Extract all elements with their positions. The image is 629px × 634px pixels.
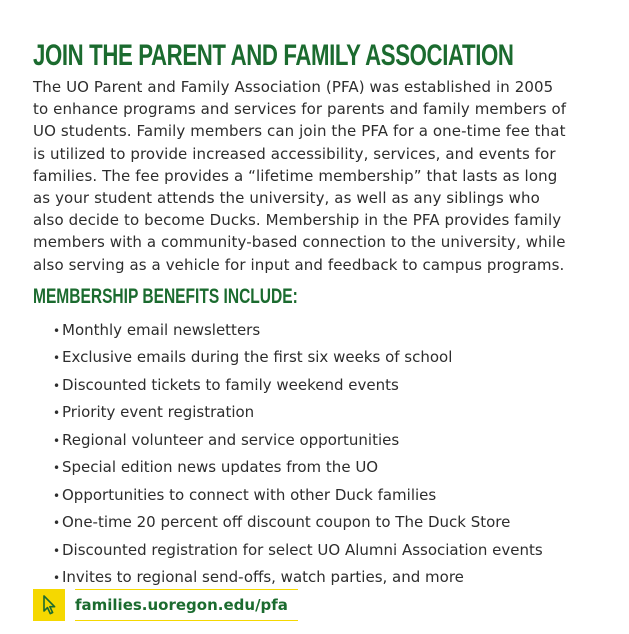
benefits-list — [53, 317, 593, 592]
bullet-icon: • — [53, 516, 61, 531]
benefit-text: Opportunities to connect with other Duck families — [62, 485, 437, 504]
benefit-text: Exclusive emails during the first six weeks of school — [62, 348, 453, 367]
intro-line: also serving as a vehicle for input and feedback to campus programs. — [33, 255, 565, 274]
bullet-icon: • — [53, 406, 61, 421]
list-item — [53, 399, 593, 427]
intro-line: UO students. Family members can join the PFA for a one-time fee that — [33, 122, 566, 141]
list-item — [53, 564, 593, 592]
list-item — [53, 509, 593, 537]
intro-line: members with a community-based connection to the university, while — [33, 233, 566, 252]
benefit-text: Special edition news updates from the UO — [62, 458, 379, 477]
intro-line: to enhance programs and services for parents and family members of — [33, 100, 567, 119]
bullet-icon: • — [53, 433, 61, 448]
benefit-text: Invites to regional send-offs, watch parties, and more — [62, 568, 464, 587]
benefit-text: Priority event registration — [62, 403, 255, 422]
pfa-section — [33, 40, 593, 592]
website-link[interactable]: families.uoregon.edu/pfa — [75, 596, 288, 614]
list-item — [53, 427, 593, 455]
list-item — [53, 317, 593, 345]
bullet-icon: • — [53, 378, 61, 393]
intro-paragraph — [33, 76, 593, 276]
bullet-icon: • — [53, 488, 61, 503]
list-item — [53, 537, 593, 565]
bullet-icon: • — [53, 543, 61, 558]
cursor-icon-box — [33, 589, 65, 621]
benefit-text: Regional volunteer and service opportunities — [62, 430, 400, 449]
page-title: JOIN THE PARENT AND FAMILY ASSOCIATION — [33, 39, 514, 72]
benefit-text: One-time 20 percent off discount coupon to The Duck Store — [62, 513, 511, 532]
list-item — [53, 482, 593, 510]
bullet-icon: • — [53, 461, 61, 476]
cursor-icon — [41, 595, 57, 615]
website-link-bar[interactable] — [33, 589, 298, 621]
benefit-text: Discounted registration for select UO Alumni Association events — [62, 540, 543, 559]
intro-line: also decide to become Ducks. Membership in the PFA provides family — [33, 211, 562, 230]
intro-line: The UO Parent and Family Association (PFA) was established in 2005 — [33, 78, 554, 96]
bullet-icon: • — [53, 323, 61, 338]
list-item — [53, 454, 593, 482]
benefit-text: Monthly email newsletters — [62, 320, 261, 339]
list-item — [53, 372, 593, 400]
intro-line: families. The fee provides a “lifetime membership” that lasts as long — [33, 166, 558, 185]
list-item — [53, 344, 593, 372]
benefit-text: Discounted tickets to family weekend events — [62, 375, 399, 394]
intro-line: is utilized to provide increased accessibility, services, and events for — [33, 144, 556, 163]
bullet-icon: • — [53, 351, 61, 366]
intro-line: as your student attends the university, as well as any siblings who — [33, 189, 540, 208]
bullet-icon: • — [53, 571, 61, 586]
benefits-heading: MEMBERSHIP BENEFITS INCLUDE: — [33, 284, 298, 308]
link-text-frame — [75, 589, 298, 621]
